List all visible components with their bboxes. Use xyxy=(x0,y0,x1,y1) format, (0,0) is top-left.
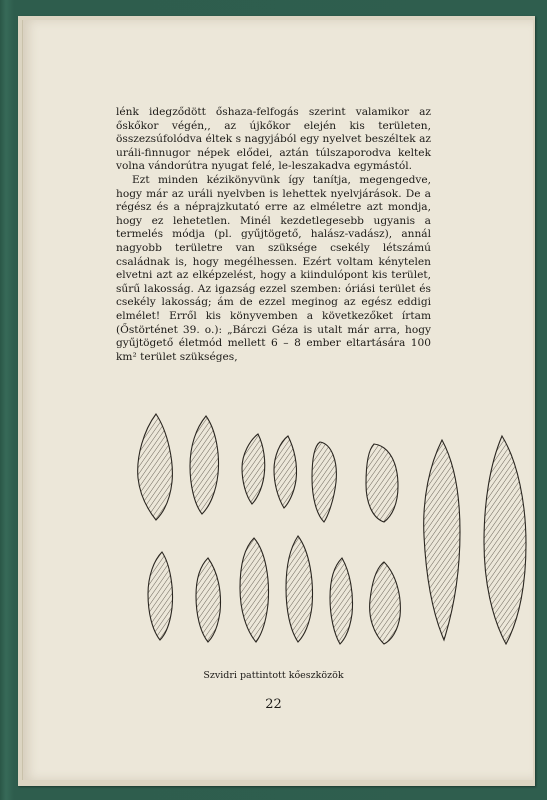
stone-tools-illustration xyxy=(128,412,533,658)
stone-tool-8 xyxy=(484,436,526,644)
stone-tool-10 xyxy=(196,558,221,642)
stone-tool-5 xyxy=(312,442,336,522)
stone-tool-13 xyxy=(330,558,353,644)
figure-caption: Szvidri pattintott kőeszközök xyxy=(203,670,344,681)
stone-tool-11 xyxy=(240,538,268,642)
paragraph-2: Ezt minden kézikönyvünk így tanítja, megengedve, hogy már az uráli nyelvben is lehettek nyelvjárások. De a régész és a néprajzkutató erre az elméletre azt mondja, hogy ez lehetetlen. Minél kezdetlegesebb ugyanis a termelés módja (pl. gyűjtögető, halász-vadász), annál nagyobb területre van szüksége csekély létszámú családnak is, hogy megélhessen. Ezért voltam kénytelen elvetni azt az elképzelést, hogy a kiindulópont kis terület, sűrű lakosság. Az igazság ezzel szemben: óriási terület és csekély lakosság; ám de ezzel meginog az egész eddigi elmélet! Erről kis könyvemben a következőket írtam (Őstörténet 39. o.): „Bárczi Géza is utalt már arra, hogy gyűjtögető életmód mellett 6 – 8 ember eltartására 100 km² terület szükséges, xyxy=(116,173,431,363)
stone-tool-7 xyxy=(424,440,460,640)
stone-tool-6 xyxy=(366,444,398,522)
stone-tool-2 xyxy=(190,416,219,514)
book-page xyxy=(22,20,533,780)
stone-tool-1 xyxy=(138,414,173,520)
paragraph-1: lénk idegződött őshaza-felfogás szerint valamikor az őskőkor végén,, az újkőkor elején kis területen, összezsúfolódva éltek s nagyjából egy nyelvet beszéltek az uráli-finnugor népek elődei, aztán túlszaporodva keltek volna vándorútra nyugat felé, le-leszakadva egymástól. xyxy=(116,106,431,173)
page-number: 22 xyxy=(265,697,282,712)
stone-tool-3 xyxy=(242,434,265,504)
body-text xyxy=(116,106,431,364)
stone-tool-4 xyxy=(274,436,297,508)
stone-tool-14 xyxy=(370,562,401,644)
stone-tool-12 xyxy=(286,536,312,642)
stone-tool-9 xyxy=(148,552,173,640)
